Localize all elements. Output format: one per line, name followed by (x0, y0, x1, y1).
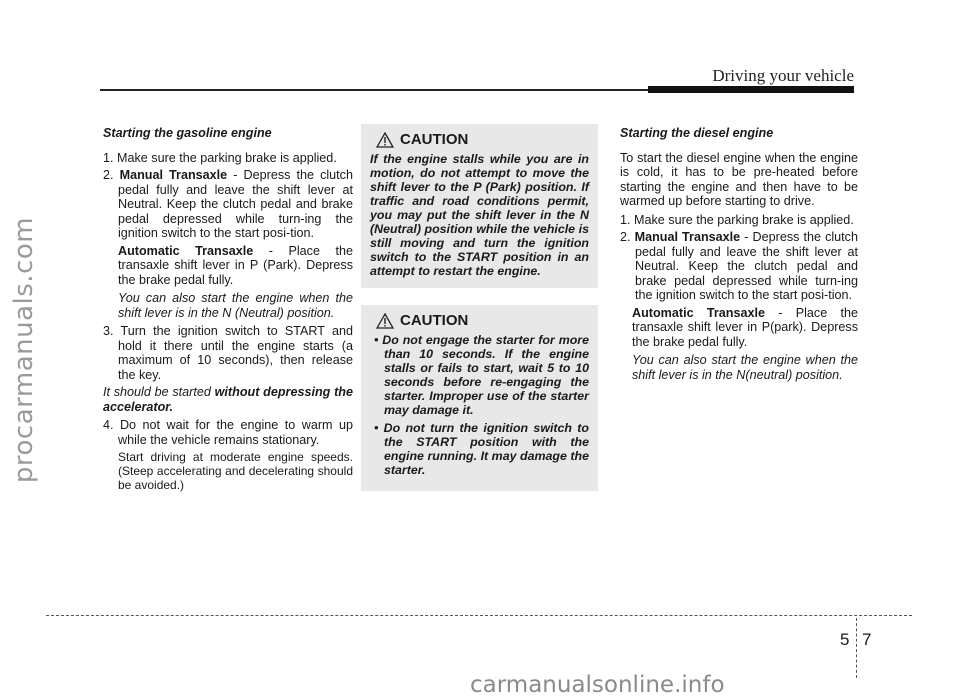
diesel-intro: To start the diesel engine when the engine is cold, it has to be pre-heated before starting the engine and then have to be warmed up before starting to drive. (620, 150, 858, 208)
header-thick-bar (648, 86, 854, 93)
accelerator-note-plain: It should be started (103, 385, 215, 399)
diesel-step-2 (620, 230, 858, 303)
step-2-number: 2. (103, 168, 120, 182)
gasoline-step-1: 1. Make sure the parking brake is applied. (103, 150, 337, 165)
manual-transaxle-label: Manual Transaxle (634, 230, 741, 244)
accelerator-note-bold: without depressing the accelerator. (103, 385, 353, 414)
manual-transaxle-text: - Depress the clutch pedal fully and leave the shift lever at Neutral. Keep the clutch pedal and brake pedal depressed while turn-ing the ignition switch to the start posi-tion. (635, 230, 858, 302)
step-2-number: 2. (620, 230, 635, 244)
page-number-separator (856, 618, 857, 678)
caution-column (361, 124, 598, 491)
caution-header (376, 313, 589, 329)
gasoline-step-4-note: Start driving at moderate engine speeds. (Steep accelerating and decelerating should be avoided.) (118, 450, 353, 492)
caution-label: CAUTION (400, 311, 469, 329)
caution-box-stall (361, 124, 598, 288)
diesel-neutral-note: You can also start the engine when the shift lever is in the N(neutral) position. (632, 353, 858, 382)
accelerator-note (103, 385, 353, 414)
watermark-procarmanuals (4, 160, 44, 540)
footer-rule (46, 615, 912, 616)
gasoline-step-4: 4. Do not wait for the engine to warm up while the vehicle remains stationary. (103, 418, 353, 447)
automatic-transaxle-text: - Place the transaxle shift lever in P(park). Depress the brake pedal fully. (632, 305, 859, 349)
manual-transaxle-label: Manual Transaxle (119, 168, 228, 182)
caution-starter-bullet-1: • Do not engage the starter for more than 10 seconds. If the engine stalls or fails to start, wait 5 to 10 seconds before re-engaging the starter. Improper use of the starter may damage it. (374, 333, 589, 417)
gasoline-step-2 (103, 168, 353, 241)
automatic-transaxle-label: Automatic Transaxle (632, 305, 765, 320)
caution-header (376, 132, 589, 148)
section-header-title: Driving your vehicle (712, 66, 854, 85)
gasoline-step-3: 3. Turn the ignition switch to START and hold it there until the engine starts (a maximum of 10 seconds), then release the key. (103, 324, 353, 382)
left-column (103, 126, 353, 496)
automatic-transaxle-label: Automatic Transaxle (118, 243, 254, 258)
page-number: 7 (862, 630, 872, 649)
caution-starter-bullet-2: • Do not turn the ignition switch to the START position with the engine running. It may damage the starter. (374, 421, 589, 477)
caution-box-starter (361, 305, 598, 491)
watermark-carmanualsonline: carmanualsonline.info (470, 672, 725, 698)
manual-transaxle-text: - Depress the clutch pedal fully and leave the shift lever at Neutral. Keep the clutch pedal and brake pedal depressed while turn-ing the ignition switch to the start posi-tion. (118, 168, 353, 240)
diesel-automatic-transaxle (620, 306, 858, 350)
gasoline-section-title: Starting the gasoline engine (103, 126, 272, 140)
automatic-transaxle-text: - Place the transaxle shift lever in P (Park). Depress the brake pedal fully. (118, 243, 354, 287)
right-column (620, 126, 858, 386)
diesel-step-1: 1. Make sure the parking brake is applied. (620, 212, 854, 227)
chapter-number: 5 (840, 630, 850, 649)
caution-label: CAUTION (400, 130, 469, 148)
diesel-section-title: Starting the diesel engine (620, 126, 774, 140)
watermark-left-text: procarmanuals.com (9, 216, 40, 484)
warning-triangle-icon (376, 313, 394, 329)
gasoline-automatic-transaxle (103, 244, 353, 288)
warning-triangle-icon (376, 132, 394, 148)
gasoline-neutral-note: You can also start the engine when the shift lever is in the N (Neutral) position. (118, 291, 353, 320)
caution-stall-text: If the engine stalls while you are in motion, do not attempt to move the shift lever to the P (Park) position. If traffic and road conditions permit, you may put the shift lever in the N (Neutral) position while the vehicle is still moving and turn the ignition switch to the START position in an attempt to restart the engine. (370, 152, 589, 278)
